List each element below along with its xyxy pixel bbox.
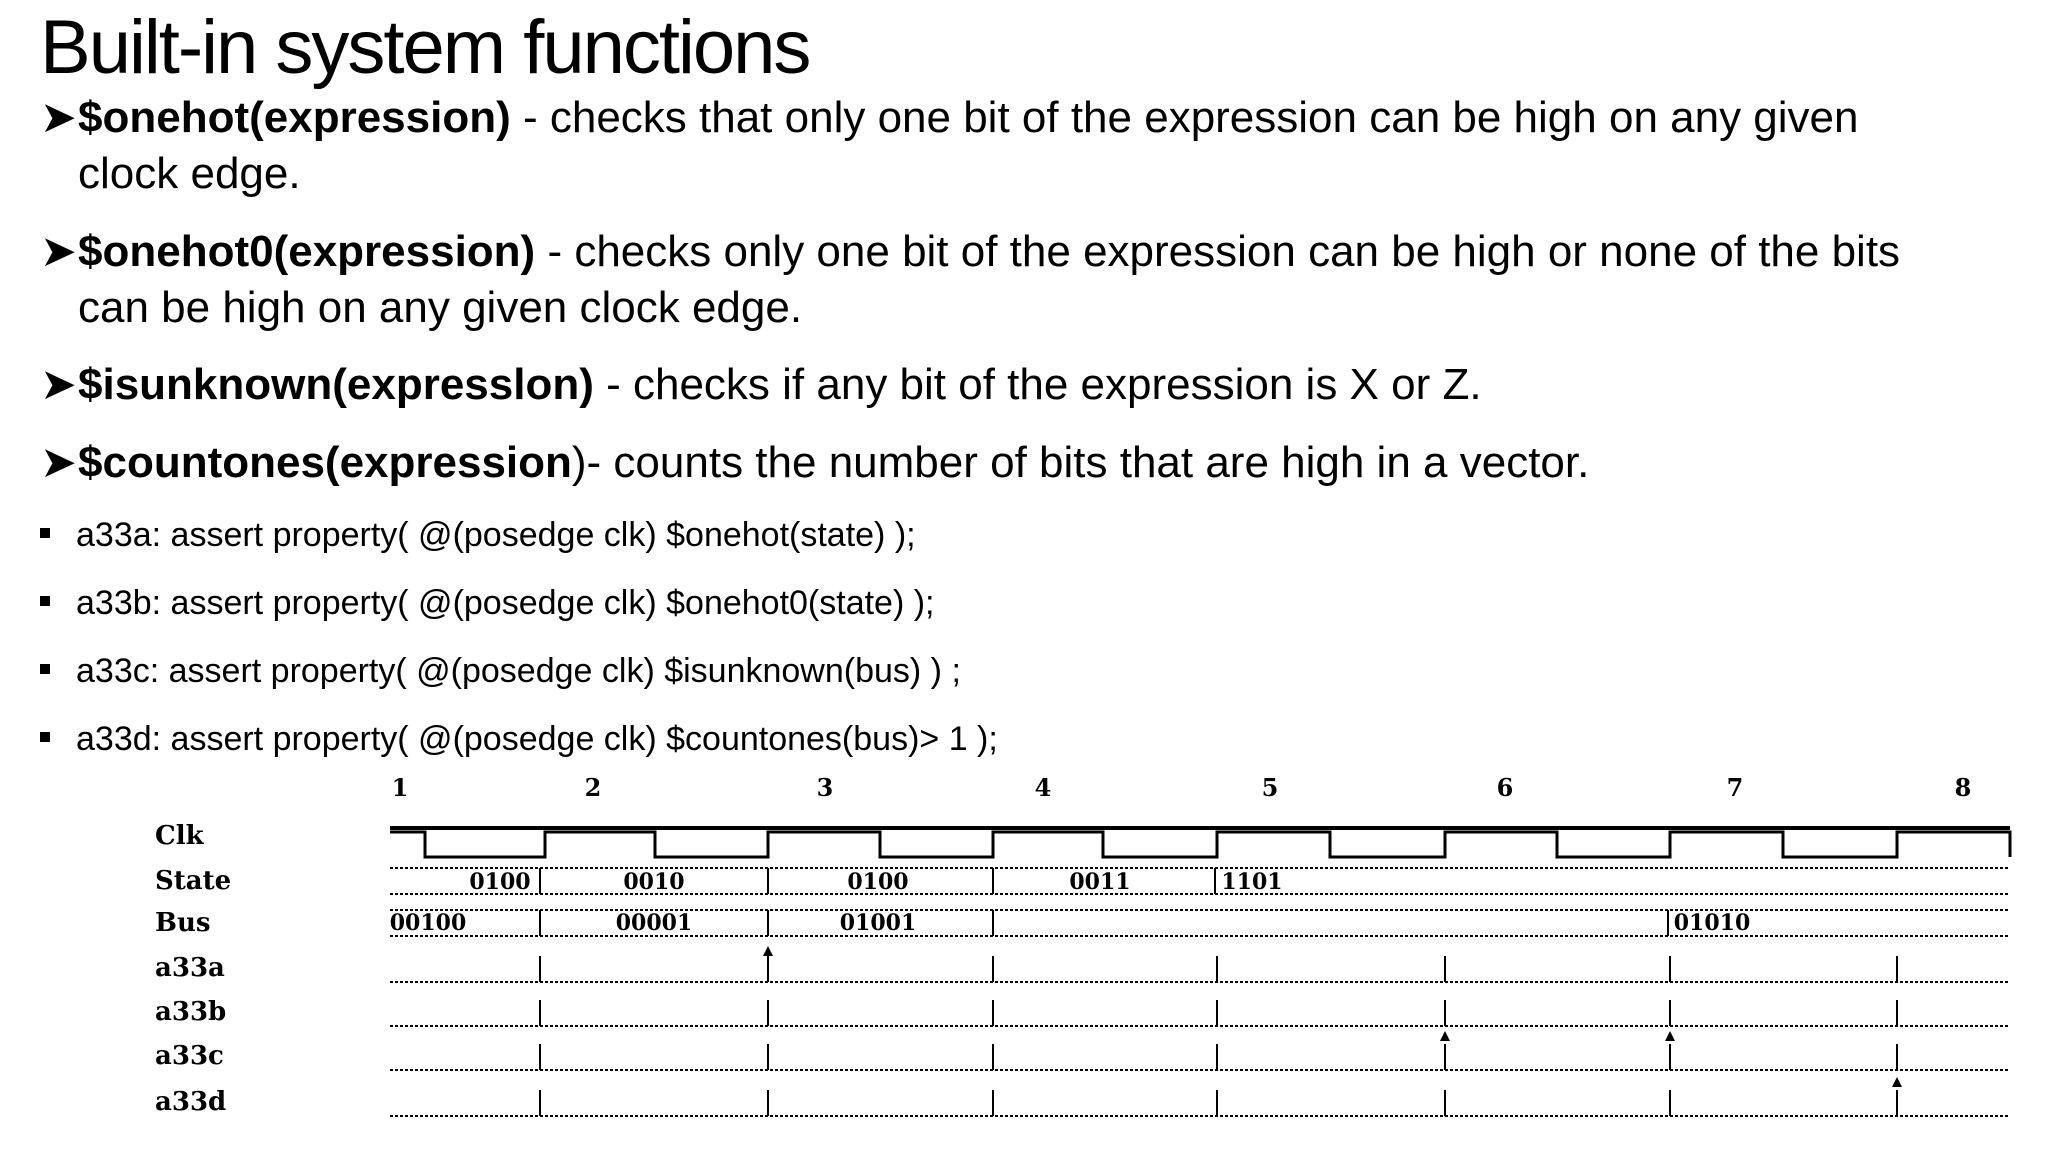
function-description-continued: clock edge. <box>78 149 301 198</box>
cycle-label: 4 <box>1034 773 1052 802</box>
state-value: 1101 <box>1221 869 1283 895</box>
function-name: $onehot0(expression) <box>78 227 536 276</box>
state-value: 0100 <box>469 869 531 895</box>
code-text: a33c: assert property( @(posedge clk) $isunknown(bus) ) ; <box>76 652 961 690</box>
signal-names <box>155 821 231 1117</box>
code-text: a33b: assert property( @(posedge clk) $onehot0(state) ); <box>76 584 935 622</box>
signal-name: a33a <box>155 953 225 983</box>
signal-name: a33c <box>155 1041 224 1071</box>
cycle-label: 5 <box>1261 773 1279 802</box>
signal-name: State <box>155 866 232 896</box>
function-description: - checks that only one bit of the expression can be high on any given <box>510 93 1859 142</box>
square-bullet-icon <box>40 664 50 674</box>
state-value: 0011 <box>1069 869 1131 895</box>
function-name: $isunknown(expresslon) <box>78 360 594 409</box>
assertion-rows <box>390 952 2010 1116</box>
arrow-bullet-icon: ➤ <box>40 227 77 276</box>
bus-value: 00001 <box>615 910 693 936</box>
slide-title: Built-in system functions <box>40 5 810 90</box>
signal-name: Clk <box>155 821 204 851</box>
function-description: - checks only one bit of the expression can be high or none of the bits <box>535 227 1901 276</box>
state-value: 0010 <box>623 869 685 895</box>
code-text: a33a: assert property( @(posedge clk) $onehot(state) ); <box>76 516 916 554</box>
state-value: 0100 <box>847 869 909 895</box>
square-bullet-icon <box>40 528 50 538</box>
cycle-label: 2 <box>584 773 602 802</box>
bus-value: 01001 <box>839 910 917 936</box>
signal-name: a33d <box>155 1087 227 1117</box>
arrow-bullet-icon: ➤ <box>40 93 77 142</box>
code-line-a33b <box>40 583 935 623</box>
cycle-label: 3 <box>816 773 834 802</box>
clock-waveform <box>390 832 2010 857</box>
bus-value: 00100 <box>389 910 467 936</box>
bullet-isunknown <box>40 357 2030 413</box>
bullet-countones <box>40 435 2030 491</box>
code-line-a33c <box>40 651 961 691</box>
code-line-a33a <box>40 515 916 555</box>
signal-name: a33b <box>155 997 227 1027</box>
function-name: $onehot(expression) <box>78 93 511 142</box>
cycle-label: 1 <box>391 773 409 802</box>
arrow-bullet-icon: ➤ <box>40 360 77 409</box>
bus-value: 01010 <box>1673 910 1751 936</box>
cycle-labels <box>392 773 1972 802</box>
bullet-onehot <box>40 90 2030 202</box>
code-line-a33d <box>40 719 998 759</box>
square-bullet-icon <box>40 732 50 742</box>
cycle-label: 8 <box>1954 773 1972 802</box>
cycle-label: 7 <box>1726 773 1744 802</box>
code-text: a33d: assert property( @(posedge clk) $countones(bus)> 1 ); <box>76 720 998 758</box>
bullet-onehot0 <box>40 224 2030 336</box>
arrow-bullet-icon: ➤ <box>40 438 77 487</box>
function-description: )- counts the number of bits that are high in a vector. <box>571 438 1590 487</box>
function-description: - checks if any bit of the expression is X or Z. <box>593 360 1482 409</box>
cycle-label: 6 <box>1496 773 1514 802</box>
signal-name: Bus <box>155 908 211 938</box>
function-name: $countones(expression <box>78 438 572 487</box>
timing-diagram <box>0 770 2048 1140</box>
assertion-arrows <box>763 946 1902 1087</box>
function-description-continued: can be high on any given clock edge. <box>78 283 803 332</box>
square-bullet-icon <box>40 596 50 606</box>
